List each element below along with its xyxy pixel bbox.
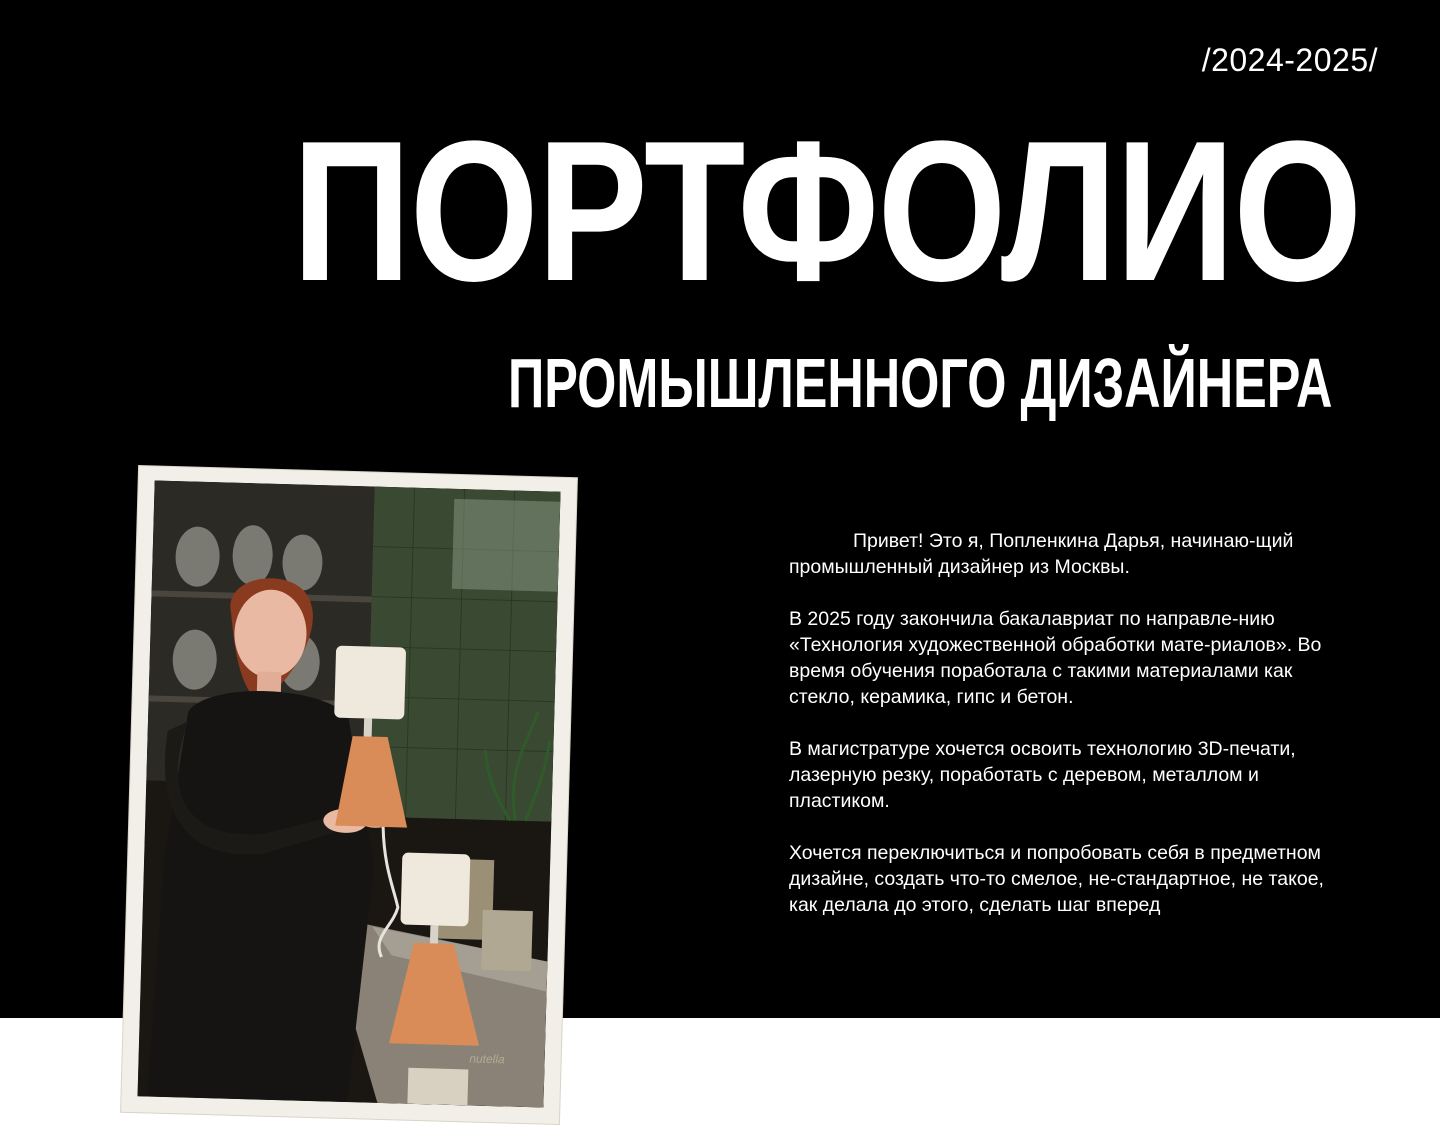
portrait-photo-frame — [121, 466, 577, 1124]
intro-paragraph-1: Привет! Это я, Попленкина Дарья, начинаю-щий промышленный дизайнер из Москвы. — [789, 530, 1294, 578]
jar-label: nutella — [469, 1051, 505, 1067]
year-range: /2024-2025/ — [1201, 42, 1378, 78]
portrait-illustration — [138, 480, 561, 1107]
page-subtitle: ПРОМЫШЛЕННОГО ДИЗАЙНЕРА — [508, 344, 1333, 422]
intro-paragraph-3: В магистратуре хочется освоить технологию 3D-печати, лазерную резку, поработать с деревом, металлом и пластиком. — [789, 738, 1296, 812]
portrait-photo — [138, 480, 561, 1107]
page-title-container — [292, 104, 1372, 320]
intro-paragraph-4: Хочется переключиться и попробовать себя в предметном дизайне, создать что-то смелое, не-стандартное, не такое, как делала до этого, сделать шаг вперед — [789, 842, 1324, 916]
page-title: ПОРТФОЛИО — [292, 104, 1361, 320]
intro-text-block — [789, 528, 1329, 944]
intro-paragraph-2: В 2025 году закончила бакалавриат по направле-нию «Технология художественной обработки мате-риалов». Во время обучения поработала с такими материалами как стекло, керамика, гипс и бетон. — [789, 608, 1322, 708]
page-subtitle-container — [508, 343, 1388, 423]
